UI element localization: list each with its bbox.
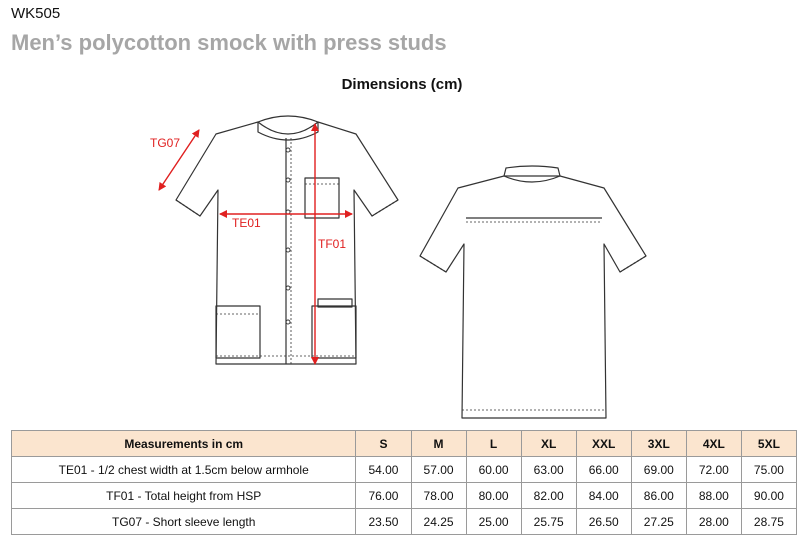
measurement-tg07 (150, 130, 199, 190)
front-body-outline (176, 122, 398, 364)
back-view-drawing (420, 166, 646, 418)
row-label: TE01 - 1/2 chest width at 1.5cm below armhole (12, 457, 356, 483)
table-cell: 75.00 (741, 457, 796, 483)
lower-right-pocket (312, 306, 356, 358)
size-header: L (466, 431, 521, 457)
size-header: 4XL (686, 431, 741, 457)
dimensions-heading: Dimensions (cm) (341, 76, 463, 93)
table-cell: 66.00 (576, 457, 631, 483)
size-header: 3XL (631, 431, 686, 457)
table-cell: 60.00 (466, 457, 521, 483)
table-cell: 80.00 (466, 483, 521, 509)
table-cell: 86.00 (631, 483, 686, 509)
size-header: XXL (576, 431, 631, 457)
size-header: XL (521, 431, 576, 457)
back-collar (504, 166, 560, 182)
row-label: TF01 - Total height from HSP (12, 483, 356, 509)
size-table (11, 430, 797, 535)
table-row (12, 483, 797, 509)
table-cell: 26.50 (576, 509, 631, 535)
table-cell: 24.25 (411, 509, 466, 535)
row-label: TG07 - Short sleeve length (12, 509, 356, 535)
table-cell: 25.00 (466, 509, 521, 535)
table-cell: 28.75 (741, 509, 796, 535)
table-cell: 72.00 (686, 457, 741, 483)
back-body-outline (420, 176, 646, 418)
table-cell: 25.75 (521, 509, 576, 535)
tg07-label: TG07 (150, 136, 181, 150)
measurements-header: Measurements in cm (12, 431, 356, 457)
size-header: S (356, 431, 411, 457)
table-cell: 76.00 (356, 483, 411, 509)
table-cell: 69.00 (631, 457, 686, 483)
table-cell: 63.00 (521, 457, 576, 483)
product-code: WK505 (11, 5, 61, 22)
table-cell: 90.00 (741, 483, 796, 509)
table-cell: 78.00 (411, 483, 466, 509)
size-header: 5XL (741, 431, 796, 457)
table-cell: 54.00 (356, 457, 411, 483)
product-title: Men’s polycotton smock with press studs (11, 30, 447, 55)
table-row (12, 509, 797, 535)
table-cell: 27.25 (631, 509, 686, 535)
size-header: M (411, 431, 466, 457)
size-table-header-row (12, 431, 797, 457)
table-cell: 84.00 (576, 483, 631, 509)
table-cell: 57.00 (411, 457, 466, 483)
table-row (12, 457, 797, 483)
table-cell: 88.00 (686, 483, 741, 509)
te01-label: TE01 (232, 216, 261, 230)
table-cell: 23.50 (356, 509, 411, 535)
table-cell: 82.00 (521, 483, 576, 509)
front-view-drawing (176, 116, 398, 364)
tf01-label: TF01 (318, 237, 347, 251)
measurement-tf01 (315, 124, 346, 364)
table-cell: 28.00 (686, 509, 741, 535)
